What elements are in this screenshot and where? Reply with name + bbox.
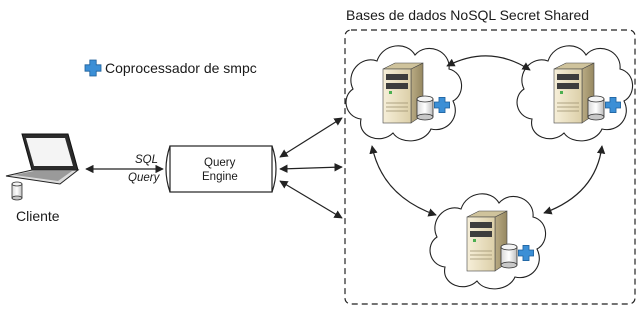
sql-label-line1: SQL	[135, 154, 159, 166]
diagram-title: Bases de dados NoSQL Secret Shared	[346, 7, 590, 23]
server-node-top-right	[517, 46, 633, 141]
server-icon	[517, 46, 633, 141]
query-engine	[166, 146, 276, 192]
node-link-top	[447, 56, 530, 70]
client	[6, 134, 78, 224]
legend-label: Coprocessador de smpc	[105, 60, 257, 76]
server-node-top-left	[346, 46, 462, 141]
client-label: Cliente	[16, 208, 60, 224]
node-link-right	[544, 146, 602, 213]
engine-to-cluster-arrow-1	[280, 118, 342, 157]
plus-cross-icon	[85, 60, 101, 76]
query-engine-label-line2: Engine	[202, 171, 238, 183]
node-link-left	[372, 146, 436, 215]
server-icon	[430, 194, 546, 289]
sql-label-line2: Query	[128, 172, 160, 184]
engine-to-cluster-arrow-2	[280, 167, 342, 169]
legend	[85, 60, 257, 76]
query-engine-label-line1: Query	[204, 157, 236, 169]
laptop-icon	[6, 134, 78, 200]
engine-to-cluster-arrow-3	[280, 181, 342, 218]
server-icon	[346, 46, 462, 141]
server-node-bottom	[430, 194, 546, 289]
